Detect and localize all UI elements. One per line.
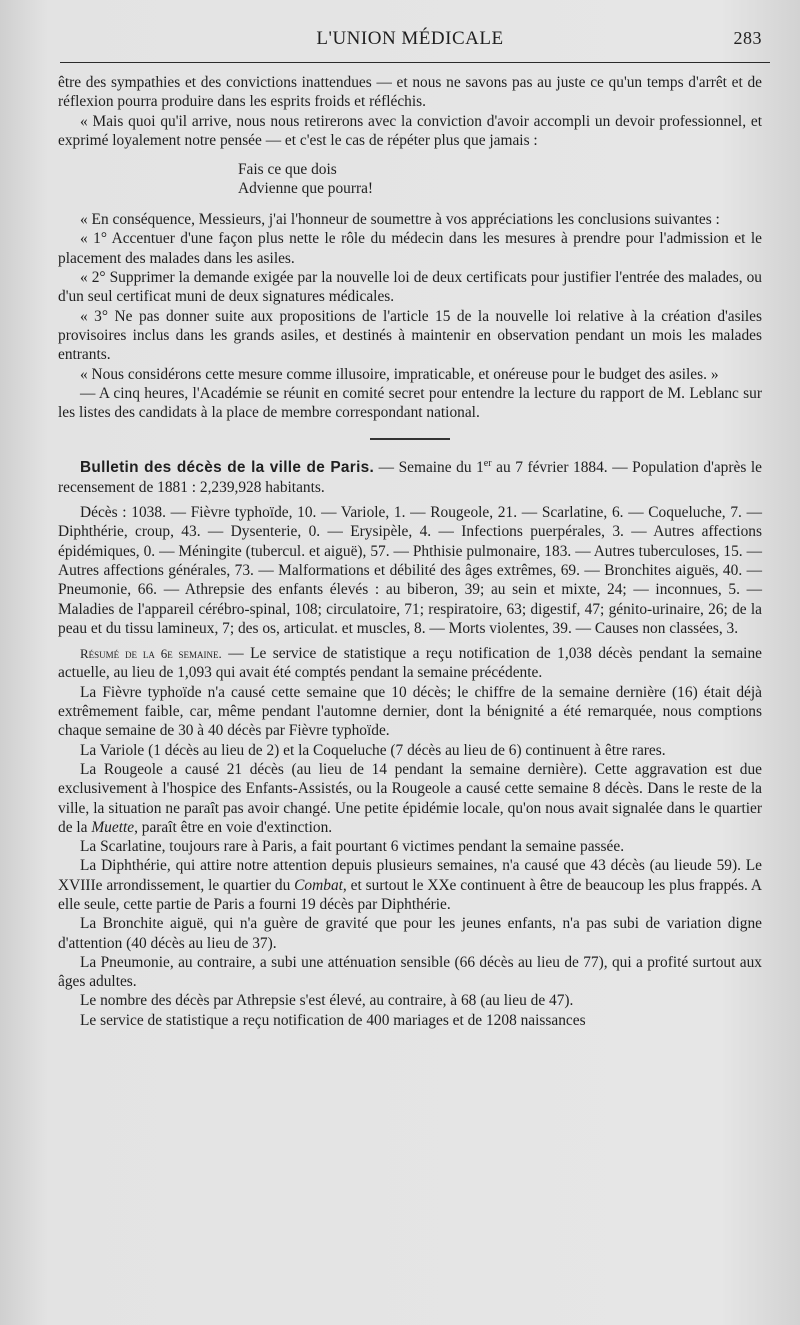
bulletin-heading: Bulletin des décès de la ville de Paris. [80, 459, 375, 477]
resume-text: — Le service de statistique a reçu notification de 1,038 décès pendant la semaine actuelle, au lieu de 1,093 qui avait été comptés pendant la semaine précédente. [58, 645, 762, 682]
rougeole-text-b: , paraît être en voie d'extinction. [134, 818, 333, 836]
paragraph-variole: La Variole (1 décès au lieu de 2) et la Coqueluche (7 décès au lieu de 6) continuent à être rares. [80, 741, 666, 759]
paragraph-athrepsie: Le nombre des décès par Athrepsie s'est élevé, au contraire, à 68 (au lieu de 47). [80, 992, 574, 1010]
resume-label: Résumé de la 6e semaine. [80, 646, 222, 662]
verse-line-2: Advienne que pourra! [238, 180, 374, 198]
bulletin-week-a: — Semaine du 1 [374, 459, 484, 477]
paragraph-bronchite: La Bronchite aiguë, qui n'a guère de gravité que pour les jeunes enfants, n'a pas subi de variation digne d'attention (40 décès au lieu de 37). [58, 915, 762, 952]
verse-quote [238, 160, 762, 198]
paragraph-continuation: être des sympathies et des convictions inattendues — et nous ne savons pas au juste ce qu'un temps d'arrêt et de réflexion pourra produire dans les esprits froids et réfléchis. [58, 74, 762, 111]
journal-title: L'UNION MÉDICALE [316, 28, 504, 49]
verse-line-1: Fais ce que dois [238, 161, 337, 179]
paragraph-diphtherie [58, 856, 762, 914]
header-rule [60, 62, 770, 63]
paragraph-rougeole [58, 760, 762, 837]
paragraph-conclusion-remark: « Nous considérons cette mesure comme illusoire, impraticable, et onéreuse pour le budget des asiles. » [80, 365, 719, 383]
diph-text-a: La Diphthérie, qui attire notre attention depuis plusieurs semaines, n'a causé que 43 décès (au lieude 59). Le XVIIIe arrondissement, le quartier du [58, 857, 762, 894]
paragraph-conclusion-1: « 1° Accentuer d'une façon plus nette le rôle du médecin dans les mesures à prendre pour l'admission et le placement des malades dans les asiles. [58, 230, 762, 267]
paragraph-typhoide: La Fièvre typhoïde n'a causé cette semaine que 10 décès; le chiffre de la semaine dernière (16) était déjà extrêmement faible, car, même pendant l'automne dernier, dont la bénignité a été remarquée, nous comptions chaque semaine de 30 à 40 décès par Fièvre typhoïde. [58, 683, 762, 740]
diph-text-b: , et surtout le XXe continuent à être de beaucoup les plus frappés. A elle seule, cette partie de Paris a fourni 19 décès par Diphthérie. [58, 876, 762, 913]
bulletin-resume [58, 644, 762, 683]
paragraph-scarlatine: La Scarlatine, toujours rare à Paris, a fait pourtant 6 victimes pendant la semaine passée. [80, 838, 625, 856]
rougeole-text-a: La Rougeole a causé 21 décès (au lieu de 14 pendant la semaine dernière). Cette aggravation est due exclusivement à l'hospice des Enfants-Assistés, ou la Rougeole a causé cette semaine 8 décès. Dans le reste de la ville, la situation ne paraît pas avoir changé. Une petite épidémie locale, qu'on nous avait signalée dans le quartier de la [58, 760, 762, 836]
section-separator [370, 438, 450, 440]
paragraph-conclusion-3: « 3° Ne pas donner suite aux propositions de l'article 15 de la nouvelle loi relative à la création d'asiles provisoires inclus dans les grands asiles, et destinés à maintenir en observation pendant un mois les malades entrants. [58, 307, 762, 364]
bulletin-week-sup: er [483, 458, 492, 470]
paragraph-comite-secret: — A cinq heures, l'Académie se réunit en comité secret pour entendre la lecture du rapport de M. Leblanc sur les listes des candidats à la place de membre correspondant national. [58, 384, 762, 422]
paragraph-pneumonie: La Pneumonie, au contraire, a subi une atténuation sensible (66 décès au lieu de 77), qui a profité surtout aux âges adultes. [58, 953, 762, 991]
bulletin-intro [58, 458, 762, 497]
paragraph-conclusion-2: « 2° Supprimer la demande exigée par la nouvelle loi de deux certificats pour justifier l'entrée des malades, ou d'un seul certificat muni de deux signatures médicales. [58, 269, 762, 306]
paragraph-quote-conviction: « Mais quoi qu'il arrive, nous nous retirerons avec la conviction d'avoir accompli un devoir professionnel, et exprimé loyalement notre pensée — et c'est le cas de répéter plus que jamais : [58, 112, 762, 149]
paragraph-last-line: Le service de statistique a reçu notification de 400 mariages et de 1208 naissances [80, 1011, 586, 1029]
paragraph-conclusions-intro: « En conséquence, Messieurs, j'ai l'honneur de soumettre à vos appréciations les conclusions suivantes : [80, 211, 720, 229]
page-number: 283 [733, 28, 762, 48]
rougeole-place: Muette [91, 818, 135, 836]
bulletin-week-b: au 7 février 1884. — Population d'après le recensement de 1881 : 2,239,928 habitants. [58, 459, 762, 496]
diph-place: Combat [294, 876, 343, 894]
running-head [58, 22, 762, 56]
bulletin-deces-list: Décès : 1038. — Fièvre typhoïde, 10. — Variole, 1. — Rougeole, 21. — Scarlatine, 6. — Coqueluche, 7. — Diphthérie, croup, 43. — Dysenterie, 0. — Erysipèle, 4. — Infections puerpérales, 3. — Autres affections épidémiques, 0. — Méningite (tubercul. et aiguë), 57. — Phthisie pulmonaire, 183. — Autres tuberculoses, 15. — Autres affections générales, 73. — Malformations et débilité des âges extrêmes, 69. — Bronchites aiguës, 40. — Pneumonie, 66. — Athrepsie des enfants élevés : au biberon, 39; au sein et mixte, 24; — inconnues, 5. — Maladies de l'appareil cérébro-spinal, 108; circulatoire, 71; respiratoire, 63; digestif, 47; génito-urinaire, 26; de la peau et du tissu lamineux, 7; des os, articulat. et muscles, 8. — Morts violentes, 39. — Causes non classées, 3. [58, 504, 762, 637]
